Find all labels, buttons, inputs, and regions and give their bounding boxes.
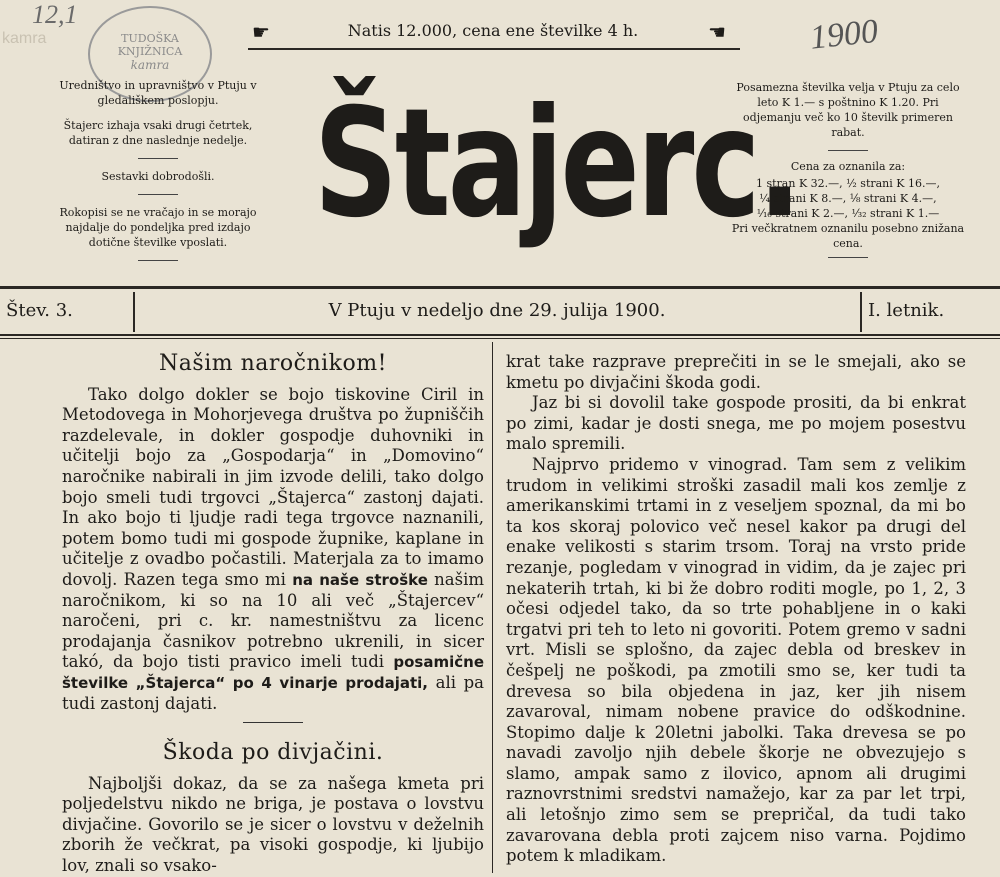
ads-line: 1 stran K 32.—, ½ strani K 16.—, [755,177,940,190]
issue-date: V Ptuju v nedeljo dne 29. julija 1900. [328,300,666,321]
divider [138,158,178,159]
note-subscription: Posamezna številka velja v Ptuju za celo leto K 1.— s poštnino K 1.20. Pri odjemanju več ko 10 številk primeren rabat. [736,81,960,139]
editorial-notes-left [56,78,260,271]
article-paragraph: Najprvo pridemo v vinograd. Tam sem z velikim trudom in velikimi stroški zasadil mali kos zemlje z amerikanskimi trtami in z veseljem spoznal, da mi bo ta kos skoraj polovico več nesel kakor pa drugi del enake velikosti s starim trsom. Toraj na vrsto pride rezanje, pogledam v vinograd in vidim, da je zajec pri nekaterih trtah, ki bi že dobro roditi mogle, po 1, 2, 3 očesi odjedel tako, da so trte pohabljene in o kaki trgatvi pri teh to leto ni govoriti. Potem gremo v sadni vrt. Misli se splošno, da zajec debla od breskev in češpelj ne poškodi, pa zmotili smo se, ker tudi ta drevesa so bila objedena in jaz, ker jih nisem zavaroval, nimam nobene pravice do odškodnine. Stopimo dalje k 20letni jabolki. Taka drevesa se po navadi zavoljo njih debele škorje ne obvezujejo s slamo, ampak samo z ilovico, apnom ali drugimi raznovrstnimi sredstvi namažejo, kar za par let trpi, ali letošnjo zimo sem se prepričal, da tudi tako zavarovana debla proti zajcem niso varna. Pojdimo potem k mladikam. [506,454,966,866]
right-column [506,352,966,867]
note-office: Uredništvo in upravništvo v Ptuju v gledališkem poslopju. [59,79,257,107]
note-contributions: Sestavki dobrodošli. [101,170,215,183]
ads-line: ¹⁄₁₆ strani K 2.—, ¹⁄₃₂ strani K 1.— [756,207,940,220]
dateline-separator [133,292,135,332]
dateline-separator [860,292,862,332]
ads-note: Pri večkratnem oznanilu posebno znižana cena. [731,222,965,250]
article-paragraph: krat take razprave preprečiti in se le smejali, ako se kmetu po divjačini škoda godi. [506,352,966,392]
divider [828,150,868,151]
left-column [62,350,484,877]
pointing-hand-left-icon: ☛ [252,20,270,44]
divider [243,722,303,723]
article-paragraph: Najboljši dokaz, da se za našega kmeta pri poljedelstvu nikdo ne briga, je postava o lovstvu divjačine. Govorilo se je sicer o lovstvu v deželnih zborih že večkrat, pa visoki gospodje, ki ljubijo lov, znali so vsako- [62,773,484,876]
ads-line: ¼ strani K 8.—, ⅛ strani K 4.—, [759,192,937,205]
divider [138,194,178,195]
divider [138,260,178,261]
handwritten-year: 1900 [808,12,880,57]
dateline-rule-bottom-thin [0,338,1000,339]
stamp-text-kamra: kamra [130,58,170,72]
masthead-title: Štajerc. [313,77,799,251]
ads-title: Cena za oznanila za: [790,160,906,173]
article-heading-subscribers: Našim naročnikom! [159,351,387,376]
issue-number: Štev. 3. [6,300,73,321]
column-separator [492,342,493,873]
divider [828,257,868,258]
dateline-rule-top [0,286,1000,289]
handwritten-catalog-number: 12,1 [32,0,78,29]
pointing-hand-right-icon: ☛ [708,20,726,44]
emphasis-text: posamične številke „Štajerca“ po 4 vinarje prodajati, [62,653,484,692]
emphasis-text: na naše stroške [292,570,428,589]
subscription-notes-right [728,80,968,266]
article-heading-damage: Škoda po divjačini. [162,740,384,766]
note-publication: Štajerc izhaja vsaki drugi četrtek, datiran z dne naslednje nedelje. [63,119,253,147]
circulation-rule [248,48,740,50]
article-paragraph: Jaz bi si dovolil take gospode prositi, da bi enkrat po zimi, kadar je dosti snega, me po mojem posestvu malo spremili. [506,393,966,454]
volume-number: I. letnik. [868,300,945,321]
note-manuscripts: Rokopisi se ne vračajo in se morajo najdalje do pondeljka pred izdajo dotične številke vposlati. [59,206,257,249]
dateline-rule-bottom [0,334,1000,336]
article-paragraph: Tako dolgo dokler se bojo tiskovine Ciril in Metodovega in Mohorjevega društva po župniščih razdelevale, in dokler gospodje duhovniki in učitelji bojo za „Gospodarja“ in „Domovino“ naročnike nabirali in jim izvode delili, tako dolgo bojo smeli tudi trgovci „Štajerca“ zastonj dajati. In ako bojo ti ljudje radi tega trgovce naznanili, potem bomo tudi mi gospode župnike, kaplane in učitelje z ovadbo počastili. Materjala za to imamo dovolj. Razen tega smo mi na naše stroške našim naročnikom, ki so na 10 ali več „Štajercev“ naročeni, pri c. kr. namestništvu za licenc prodajanja časnikov potrebno ukrenili, in sicer takó, da bojo tisti pravico imeli tudi posamične številke „Štajerca“ po 4 vinarje prodajati, ali pa tudi zastonj dajati. [62,384,484,713]
watermark-kamra: kamra [2,30,47,47]
circulation-line: Natis 12.000, cena ene številke 4 h. [347,21,639,40]
stamp-text: TUDOŠKA KNJIŽNICA [117,32,183,58]
